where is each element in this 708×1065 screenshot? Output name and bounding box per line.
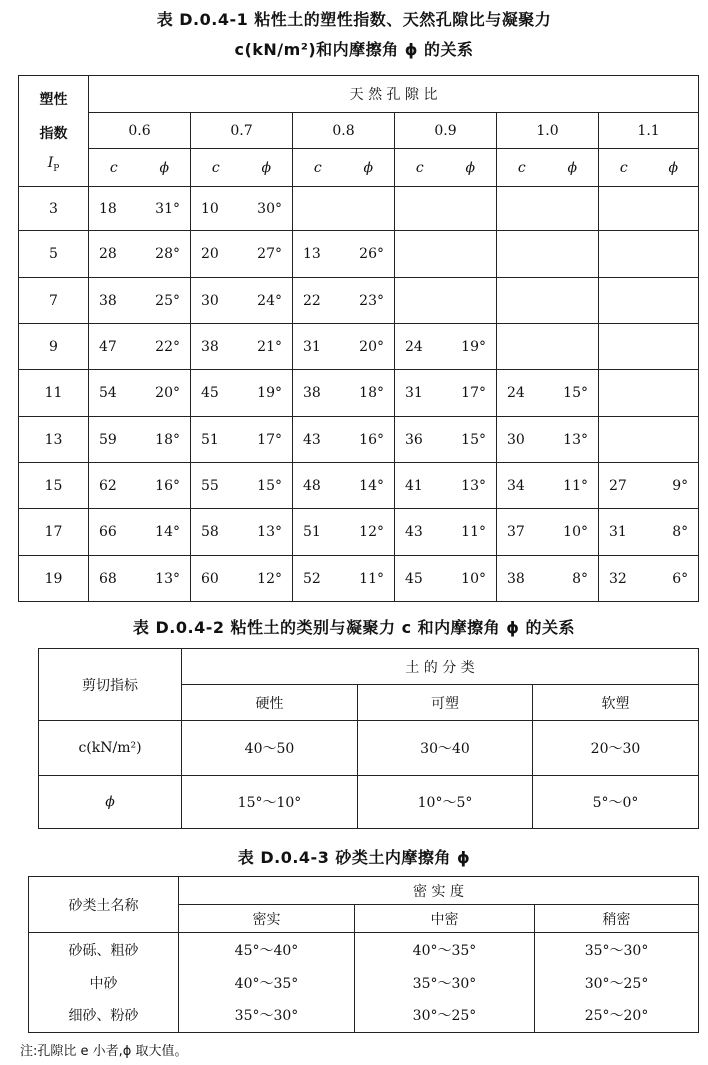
cohesion-value: 55 — [191, 463, 241, 509]
class-plastic: 可塑 — [358, 685, 533, 721]
friction-angle-value: 11° — [445, 509, 497, 556]
phi-symbol: ϕ — [649, 149, 699, 187]
friction-angle-value: 13° — [241, 509, 293, 556]
friction-angle-value: 11° — [547, 463, 599, 509]
table1 — [18, 75, 699, 602]
row-label-phi: ϕ — [39, 776, 182, 829]
plasticity-index-value: 3 — [19, 187, 89, 231]
cohesion-value: 43 — [293, 417, 343, 463]
friction-angle-value: 10° — [445, 556, 497, 602]
cohesion-value: 43 — [395, 509, 445, 556]
plasticity-index-header — [19, 76, 89, 187]
c-symbol: c — [395, 149, 445, 187]
friction-angle-value: 28° — [139, 231, 191, 278]
friction-angle-value — [547, 187, 599, 231]
friction-angle-value: 25° — [139, 278, 191, 324]
table1-title-line1: 表 D.0.4-1 粘性土的塑性指数、天然孔隙比与凝聚力 — [156, 10, 552, 29]
sand-row-label: 细砂、粉砂 — [29, 999, 179, 1033]
cohesion-value — [599, 370, 649, 417]
friction-angle-value — [649, 187, 699, 231]
sand-value: 30°～25° — [535, 967, 699, 999]
cohesion-value: 13 — [293, 231, 343, 278]
table-row — [19, 463, 699, 509]
cohesion-value: 27 — [599, 463, 649, 509]
friction-angle-value: 9° — [649, 463, 699, 509]
table-row — [19, 556, 699, 602]
plasticity-index-value: 13 — [19, 417, 89, 463]
friction-angle-value — [445, 187, 497, 231]
cohesion-value: 24 — [395, 324, 445, 370]
cohesion-value: 37 — [497, 509, 547, 556]
cohesion-value — [599, 278, 649, 324]
friction-angle-value: 8° — [649, 509, 699, 556]
table2-title: 表 D.0.4-2 粘性土的类别与凝聚力 c 和内摩擦角 ϕ 的关系 — [132, 618, 576, 637]
table2 — [38, 648, 699, 829]
friction-angle-value — [445, 278, 497, 324]
cohesion-value: 60 — [191, 556, 241, 602]
friction-angle-value: 18° — [139, 417, 191, 463]
sand-value: 30°～25° — [355, 999, 535, 1033]
cohesion-value — [599, 187, 649, 231]
sand-row-label: 砂砾、粗砂 — [29, 933, 179, 967]
table3-title: 表 D.0.4-3 砂类土内摩擦角 ϕ — [237, 848, 471, 867]
cohesion-value: 38 — [497, 556, 547, 602]
cohesion-value: 36 — [395, 417, 445, 463]
cohesion-value: 54 — [89, 370, 139, 417]
phi-value-plastic: 10°～5° — [358, 776, 533, 829]
friction-angle-value: 17° — [241, 417, 293, 463]
class-hard: 硬性 — [182, 685, 358, 721]
cohesion-value: 28 — [89, 231, 139, 278]
table-row — [19, 187, 699, 231]
friction-angle-value: 15° — [547, 370, 599, 417]
cohesion-value: 45 — [191, 370, 241, 417]
friction-angle-value: 13° — [139, 556, 191, 602]
cohesion-value — [497, 278, 547, 324]
cohesion-value — [395, 278, 445, 324]
cohesion-value: 38 — [293, 370, 343, 417]
friction-angle-value: 16° — [343, 417, 395, 463]
sand-value: 35°～30° — [179, 999, 355, 1033]
cohesion-value: 24 — [497, 370, 547, 417]
friction-angle-value: 8° — [547, 556, 599, 602]
sand-value: 35°～30° — [355, 967, 535, 999]
friction-angle-value: 6° — [649, 556, 699, 602]
cohesion-value: 31 — [599, 509, 649, 556]
friction-angle-value: 31° — [139, 187, 191, 231]
friction-angle-value: 24° — [241, 278, 293, 324]
friction-angle-value: 10° — [547, 509, 599, 556]
cohesion-value — [599, 324, 649, 370]
density-dense: 密实 — [179, 905, 355, 933]
c-symbol: c — [191, 149, 241, 187]
void-ratio-0-7: 0.7 — [191, 113, 293, 149]
friction-angle-value: 13° — [445, 463, 497, 509]
table-row — [19, 417, 699, 463]
cohesion-value: 47 — [89, 324, 139, 370]
phi-symbol: ϕ — [139, 149, 191, 187]
cohesion-value: 30 — [497, 417, 547, 463]
cohesion-value: 10 — [191, 187, 241, 231]
cohesion-value — [497, 187, 547, 231]
cohesion-value: 45 — [395, 556, 445, 602]
cohesion-value: 18 — [89, 187, 139, 231]
cohesion-value: 41 — [395, 463, 445, 509]
friction-angle-value: 21° — [241, 324, 293, 370]
cohesion-value — [599, 231, 649, 278]
void-ratio-0-6: 0.6 — [89, 113, 191, 149]
friction-angle-value: 12° — [343, 509, 395, 556]
cohesion-value — [293, 187, 343, 231]
friction-angle-value — [547, 278, 599, 324]
friction-angle-value — [649, 417, 699, 463]
table-row — [19, 370, 699, 417]
row-label-c: c(kN/m²) — [39, 721, 182, 776]
friction-angle-value — [649, 324, 699, 370]
friction-angle-value — [649, 370, 699, 417]
plasticity-index-value: 5 — [19, 231, 89, 278]
friction-angle-value: 15° — [241, 463, 293, 509]
density-slight: 稍密 — [535, 905, 699, 933]
sand-row-label: 中砂 — [29, 967, 179, 999]
friction-angle-value — [649, 278, 699, 324]
cohesion-value: 51 — [293, 509, 343, 556]
friction-angle-value: 18° — [343, 370, 395, 417]
void-ratio-1-0: 1.0 — [497, 113, 599, 149]
void-ratio-1-1: 1.1 — [599, 113, 699, 149]
plasticity-index-value: 9 — [19, 324, 89, 370]
friction-angle-value — [547, 324, 599, 370]
soil-class-header: 土 的 分 类 — [182, 649, 699, 685]
sand-value: 40°～35° — [179, 967, 355, 999]
friction-angle-value: 14° — [343, 463, 395, 509]
table1-title-line2: c(kN/m²)和内摩擦角 ϕ 的关系 — [234, 40, 474, 59]
cohesion-value: 32 — [599, 556, 649, 602]
cohesion-value: 20 — [191, 231, 241, 278]
plasticity-index-value: 7 — [19, 278, 89, 324]
friction-angle-value: 20° — [139, 370, 191, 417]
c-value-hard: 40～50 — [182, 721, 358, 776]
cohesion-value: 62 — [89, 463, 139, 509]
cohesion-value: 34 — [497, 463, 547, 509]
table-row — [19, 509, 699, 556]
friction-angle-value: 14° — [139, 509, 191, 556]
cohesion-value: 38 — [89, 278, 139, 324]
shear-index-label: 剪切指标 — [39, 649, 182, 721]
sand-value: 35°～30° — [535, 933, 699, 967]
c-value-plastic: 30～40 — [358, 721, 533, 776]
friction-angle-value: 20° — [343, 324, 395, 370]
c-symbol: c — [89, 149, 139, 187]
table-row — [19, 231, 699, 278]
friction-angle-value: 12° — [241, 556, 293, 602]
friction-angle-value: 16° — [139, 463, 191, 509]
void-ratio-header: 天 然 孔 隙 比 — [89, 76, 699, 113]
cohesion-value — [497, 324, 547, 370]
friction-angle-value: 30° — [241, 187, 293, 231]
density-medium: 中密 — [355, 905, 535, 933]
void-ratio-0-9: 0.9 — [395, 113, 497, 149]
phi-symbol: ϕ — [547, 149, 599, 187]
friction-angle-value: 23° — [343, 278, 395, 324]
c-value-soft: 20～30 — [533, 721, 699, 776]
friction-angle-value: 19° — [445, 324, 497, 370]
sand-value: 45°～40° — [179, 933, 355, 967]
c-symbol: c — [293, 149, 343, 187]
plasticity-index-value: 19 — [19, 556, 89, 602]
plasticity-index-value: 15 — [19, 463, 89, 509]
cohesion-value: 66 — [89, 509, 139, 556]
friction-angle-value — [649, 231, 699, 278]
friction-angle-value — [343, 187, 395, 231]
friction-angle-value: 22° — [139, 324, 191, 370]
cohesion-value — [395, 187, 445, 231]
friction-angle-value: 13° — [547, 417, 599, 463]
cohesion-value: 38 — [191, 324, 241, 370]
table-row — [19, 278, 699, 324]
phi-symbol: ϕ — [241, 149, 293, 187]
plasticity-symbol: $I_P$ — [47, 154, 60, 174]
cohesion-value: 48 — [293, 463, 343, 509]
class-soft: 软塑 — [533, 685, 699, 721]
cohesion-value: 59 — [89, 417, 139, 463]
friction-angle-value: 27° — [241, 231, 293, 278]
cohesion-value: 58 — [191, 509, 241, 556]
cohesion-value: 30 — [191, 278, 241, 324]
cohesion-value: 68 — [89, 556, 139, 602]
cohesion-value: 31 — [395, 370, 445, 417]
cohesion-value — [599, 417, 649, 463]
cohesion-value — [497, 231, 547, 278]
cohesion-value: 31 — [293, 324, 343, 370]
plasticity-index-value: 17 — [19, 509, 89, 556]
cohesion-value: 22 — [293, 278, 343, 324]
friction-angle-value — [445, 231, 497, 278]
friction-angle-value: 26° — [343, 231, 395, 278]
void-ratio-0-8: 0.8 — [293, 113, 395, 149]
friction-angle-value — [547, 231, 599, 278]
density-header: 密 实 度 — [179, 877, 699, 905]
phi-value-soft: 5°～0° — [533, 776, 699, 829]
phi-symbol: ϕ — [343, 149, 395, 187]
friction-angle-value: 19° — [241, 370, 293, 417]
footnote: 注:孔隙比 e 小者,ϕ 取大值。 — [20, 1044, 188, 1059]
cohesion-value: 51 — [191, 417, 241, 463]
friction-angle-value: 17° — [445, 370, 497, 417]
sand-value: 25°～20° — [535, 999, 699, 1033]
table-row — [19, 324, 699, 370]
plasticity-index-value: 11 — [19, 370, 89, 417]
c-symbol: c — [599, 149, 649, 187]
cohesion-value: 52 — [293, 556, 343, 602]
friction-angle-value: 15° — [445, 417, 497, 463]
cohesion-value — [395, 231, 445, 278]
plasticity-label-1: 塑性 — [39, 91, 68, 108]
sand-value: 40°～35° — [355, 933, 535, 967]
c-symbol: c — [497, 149, 547, 187]
plasticity-label-2: 指数 — [39, 125, 68, 142]
sand-name-label: 砂类土名称 — [29, 877, 179, 933]
table3 — [28, 876, 699, 1033]
phi-symbol: ϕ — [445, 149, 497, 187]
friction-angle-value: 11° — [343, 556, 395, 602]
phi-value-hard: 15°～10° — [182, 776, 358, 829]
